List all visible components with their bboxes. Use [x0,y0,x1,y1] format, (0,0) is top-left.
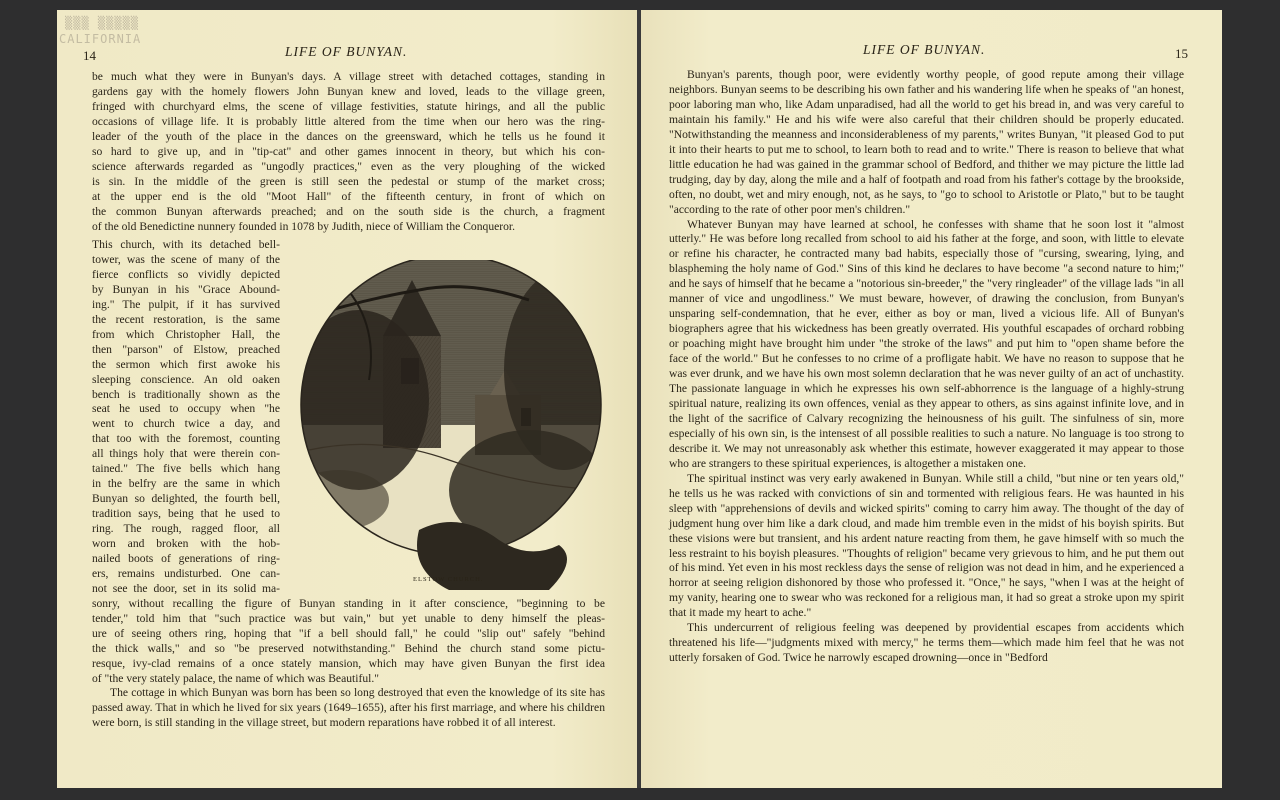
text-line: leader of the youth of the place in the dances on the greensward, which he tells us he found it [92,129,605,143]
paragraph: Bunyan's parents, though poor, were evidently worthy people, of good repute among their village neighbors. Bunyan seems to be describing his own father and his wandering life when he speaks of "an honest, poor laboring man who, like Adam unparadised, had all the world to get his bread in, and was very careful to maintain his family." He and his wife were also careful that their children should be properly educated. "Notwithstanding the meanness and inconsiderableness of my parents," writes Bunyan, "it pleased God to put it into their hearts to put me to school, to learn both to read and to write." There is reason to believe that what little education he had was gained in the grammar school of Bedford, and thither we may picture the little lad trudging, day by day, along the mile and a half of footpath and road from his father's cottage by the brookside, often, no doubt, wet and miry enough, not, as he says, to "go to school to Aristotle or Plato," but to be taught "according to the rate of other poor men's children." [669,68,1184,216]
text-line: resque, ivy-clad remains of a once stately mansion, which may have given Bunyan the first idea [92,656,605,670]
text-line: at the upper end is the old "Moot Hall" of the fifteenth century, in front of which on [92,189,605,203]
text-line: the sermon which first awoke his [92,357,280,371]
elstow-church-illustration [299,260,605,595]
text-line: ers, remains undisturbed. One can- [92,566,280,580]
text-line: the recent restoration, is the same [92,312,280,326]
right-page [641,10,1222,788]
running-head: LIFE OF BUNYAN. [285,44,408,59]
paragraph: Whatever Bunyan may have learned at school, he confesses with shame that he soon lost it "almost utterly." He was before long recalled from school to aid his father at the forge, and soon, with little to elevate or refine his character, he contracted many bad habits, especially those of "cursing, swearing, lying, and blaspheming the holy name of God." Sins of this kind he declares to have become "a second nature to him;" and he says of himself that he became a "notorious sin-breeder," the "very ringleader" of the village lads "in all manner of vice and ungodliness." We must beware, however, of drawing the conclusion, from Bunyan's unsparing self-condemnation, that he ever, either as boy or man, lived a vicious life. All of Bunyan's biographers agree that his wickedness has been greatly overrated. His youthful escapades of orchard robbing or poaching might have brought him under "the stroke of the laws" and put him to "open shame before the face of the world." But he confesses to no crime of a profligate habit. We have no reason to suppose that he was ever drunk, and we have his own most solemn declaration that he was never guilty of an act of unchastity. The passionate language in which he expresses his own self-abhorrence is the language of a highly-strung spiritual nature, realizing its own offences, venial as they appear to others, as sins against infinite love, and in the light of the sacrifice of Calvary recognizing the heinousness of his guilt. The sinfulness of sin, more especially of his own sin, is the intensest of all possible realities to such a nature. No language is too strong to describe it. We may not unreasonably ask whether this estimate, however exaggerated it may appear to those who are strangers to these spiritual experiences, is altogether a mistaken one. [669,217,1184,470]
paragraph: The spiritual instinct was very early awakened in Bunyan. While still a child, "but nine or ten years old," he tells us he was racked with convictions of sin and tormented with religious fears. He was haunted in his sleep with "apprehensions of devils and wicked spirits" coming to carry him away. The thought of the day of judgment hung over him like a dark cloud, and made him tremble even in the midst of his boyish spirits. But these visions were but transient, and his ardent nature reacting from them, he gave himself with so much the less restraint to his boyish pleasures. "Thoughts of religion" became very grievous to him, and he put them out of his mind. Yet even in his most reckless days the sense of religion was not dead in him, and he experienced a horror at seeing religion dishonored by those who professed it. "Once," he says, "when I was at the height of my vanity, hearing one to swear who was reckoned for a religious man, it had so great a stroke upon my spirit that it made my heart to ache." [669,471,1184,620]
text-line: gardens gay with the homely flowers John Bunyan knew and loved, leads to the village green, [92,84,605,98]
text-line: went to church twice a day, and [92,417,280,431]
library-stamp: ▒▒▒ ▒▒▒▒▒ CALIFORNIA [59,16,142,46]
page-number: 14 [83,48,96,63]
text-line: nailed boots of generations of ring- [92,552,280,566]
text-line: in the belfry are the same in which [92,477,280,491]
text-line: so hard to give up, and in "tip-cat" and other games innocent in theory, but which his con- [92,144,605,158]
left-text-top [92,70,605,234]
text-line: the common Bunyan afterwards preached; and on the south side is the church, a fragment [92,204,605,218]
text-line: the thick walls," and so "be preserved notwithstanding." Behind the church stand some pictu- [92,641,605,655]
text-line: of the old Benedictine nunnery founded in 1078 by Judith, niece of William the Conqueror. [92,219,516,233]
left-text-bottom [92,597,605,687]
text-line: ure of seeing others ring, hoping that "if a bell should fall," he could "slip out" safely "behind [92,626,605,640]
text-line: tower, was the scene of many of the [92,252,280,266]
text-line: sleeping conscience. An old oaken [92,372,280,386]
text-line: sonry, without recalling the figure of Bunyan standing in it after conscience, "beginning to be [92,597,605,610]
text-line: then "parson" of Elstow, preached [92,342,280,356]
right-text [669,68,1184,666]
paragraph: This undercurrent of religious feeling was deepened by providential escapes from accidents which threatened his life—"judgments mixed with mercy," he terms them—which made him feel that he was not utterly forsaken of God. Twice he narrowly escaped drowning—once in "Bedford [669,621,1184,665]
text-line: tender," told him that "such practice was but vain," but yet unable to deny himself the pleas- [92,611,605,625]
text-line: This church, with its detached bell- [92,238,280,251]
figure-caption: ELSTOW CHURCH. [413,576,484,583]
text-line: fringed with churchyard elms, the scene of village festivities, statute hirings, and all the public [92,99,605,113]
text-line: tained." The five bells which hang [92,462,280,476]
running-head: LIFE OF BUNYAN. [863,42,986,57]
text-line: all things holy that were therein con- [92,447,280,461]
text-line: not see the door, set in its solid ma- [92,581,280,595]
text-line: is sin. In the middle of the green is still seen the pedestal or stump of the market cross; [92,174,605,188]
text-line: be much what they were in Bunyan's days. A village street with detached cottages, standing in [92,70,605,83]
left-text-column [92,238,280,597]
left-page [57,10,637,788]
text-line: science afterwards regarded as "ungodly practices," even as the very ploughing of the wicked [92,159,605,173]
text-line: seat he used to occupy when "he [92,402,280,416]
left-last-paragraph: The cottage in which Bunyan was born has been so long destroyed that even the knowledge of its site has passed away. That in which he lived for six years (1649–1655), after his first marriage, and where his children were born, is still standing in the village street, but modern reparations have robbed it of all interest. [92,686,605,729]
page-number: 15 [1175,46,1188,61]
text-line: from which Christopher Hall, the [92,327,280,341]
text-line: fierce conflicts so vividly depicted [92,267,280,281]
text-line: of "the very stately palace, the name of which was Beautiful." [92,671,379,685]
text-line: by Bunyan in his "Grace Abound- [92,282,280,296]
text-line: Bunyan so delighted, the fourth bell, [92,492,280,506]
text-line: worn and broken with the hob- [92,537,280,551]
text-line: tradition says, being that he used to [92,507,280,521]
text-line: that too with the foremost, counting [92,432,280,446]
text-line: ing." The pulpit, if it has survived [92,297,280,311]
text-line: ring. The rough, ragged floor, all [92,522,280,536]
text-line: occasions of village life. It is probably little altered from the time when our hero was the ring- [92,114,605,128]
text-line: bench is traditionally shown as the [92,387,280,401]
